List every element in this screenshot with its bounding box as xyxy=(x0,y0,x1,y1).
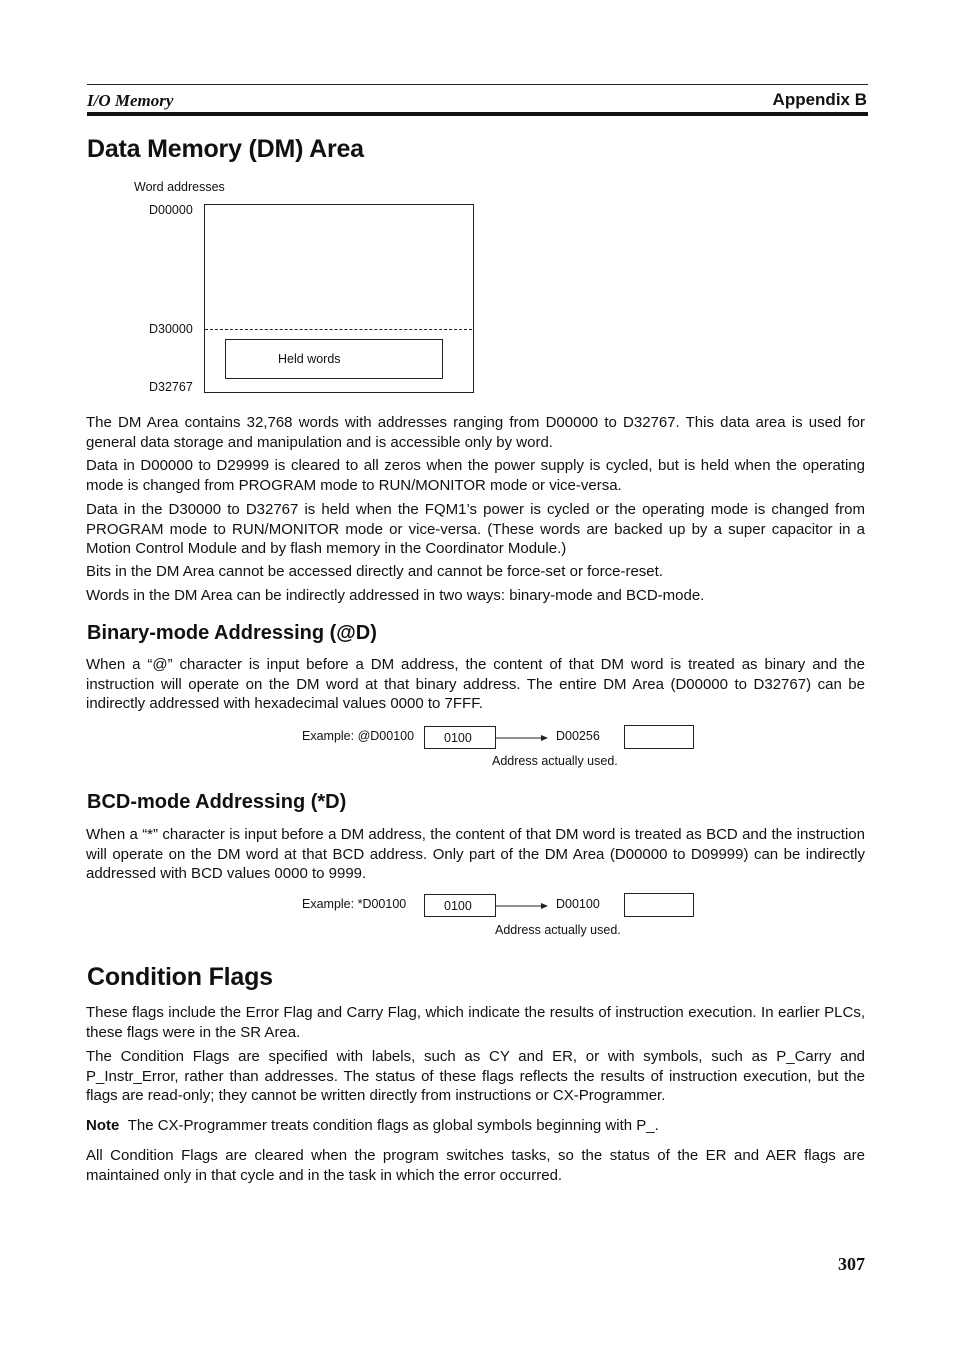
binary-example-target: D00256 xyxy=(556,729,600,743)
dm-paragraph-1: The DM Area contains 32,768 words with addresses ranging from D00000 to D32767. This data area is used for general data storage and manipulation and is accessible only by word. xyxy=(86,414,865,451)
binary-example-value: 0100 xyxy=(444,731,472,745)
bcd-example-value: 0100 xyxy=(444,899,472,913)
bcd-example-value-box xyxy=(424,894,496,917)
bcd-example-label: Example: *D00100 xyxy=(302,897,407,911)
dm-paragraph-5: Words in the DM Area can be indirectly addressed in two ways: binary-mode and BCD-mode. xyxy=(86,587,705,604)
condition-flags-note xyxy=(86,1116,865,1136)
binary-example-label: Example: @D00100 xyxy=(302,729,415,743)
dm-paragraph-2: Data in D00000 to D29999 is cleared to all zeros when the power supply is cycled, but is held when the operating mode is changed from PROGRAM mode to RUN/MONITOR mode or vice-versa. xyxy=(86,457,865,494)
binary-example-target-box xyxy=(624,725,694,749)
binary-example-value-box xyxy=(424,726,496,749)
bcd-example-note: Address actually used. xyxy=(495,923,621,937)
dm-area-heading: Data Memory (DM) Area xyxy=(87,135,364,163)
note-label: Note xyxy=(86,1117,120,1134)
address-start-label: D00000 xyxy=(149,203,193,217)
note-text: The CX-Programmer treats condition flags as global symbols beginning with P_. xyxy=(127,1117,659,1134)
address-end-label: D32767 xyxy=(149,380,193,394)
binary-mode-heading: Binary-mode Addressing (@D) xyxy=(87,622,377,644)
bcd-example-target: D00100 xyxy=(556,897,600,911)
header-rule-bottom xyxy=(87,112,868,116)
binary-example-note: Address actually used. xyxy=(492,754,618,768)
binary-example-arrow xyxy=(495,732,549,744)
condition-flags-paragraph-3: All Condition Flags are cleared when the program switches tasks, so the status of the ER and AER flags are maintained only in that cycle and in the task in which the error occurred. xyxy=(86,1147,865,1184)
condition-flags-paragraph-2: The Condition Flags are specified with labels, such as CY and ER, or with symbols, such as P_Carry and P_Instr_Error, rather than addresses. The status of these flags reflects the results of instruction execution, but the flags are read-only; they cannot be written directly from instructions or CX-Programmer. xyxy=(86,1048,865,1104)
bcd-example-arrow xyxy=(495,900,549,912)
bcd-mode-paragraph: When a “*” character is input before a DM address, the content of that DM word is treated as BCD and the instruction will operate on the DM word at that BCD address. Only part of the DM Area (D00000 to D09999) can be indirectly addressed with BCD values 0000 to 9999. xyxy=(86,826,865,882)
header-rule-top xyxy=(87,84,868,85)
bcd-mode-heading: BCD-mode Addressing (*D) xyxy=(87,791,347,813)
held-boundary-dashed-line xyxy=(205,329,472,330)
word-addresses-label: Word addresses xyxy=(134,180,225,194)
section-title: I/O Memory xyxy=(87,91,174,110)
condition-flags-paragraph-1: These flags include the Error Flag and Carry Flag, which indicate the results of instruction execution. In earlier PLCs, these flags were in the SR Area. xyxy=(86,1004,865,1041)
binary-mode-paragraph: When a “@” character is input before a DM address, the content of that DM word is treated as binary and the instruction will operate on the DM word at that binary address. The entire DM Area (D00000 to D32767) can be indirectly addressed with hexadecimal values 0000 to 7FFF. xyxy=(86,656,865,712)
bcd-example-target-box xyxy=(624,893,694,917)
dm-paragraph-3: Data in the D30000 to D32767 is held when the FQM1’s power is cycled or the operating mode is changed from PROGRAM mode to RUN/MONITOR mode or vice-versa. (These words are backed up by a super capacitor in a Motion Control Module and by flash memory in the Coordinator Module.) xyxy=(86,501,865,557)
appendix-label: Appendix B xyxy=(772,90,867,109)
condition-flags-heading: Condition Flags xyxy=(87,963,273,991)
page-number: 307 xyxy=(838,1254,865,1274)
address-mid-label: D30000 xyxy=(149,322,193,336)
held-words-label: Held words xyxy=(278,352,341,366)
dm-paragraph-4: Bits in the DM Area cannot be accessed directly and cannot be force-set or force-reset. xyxy=(86,563,663,580)
